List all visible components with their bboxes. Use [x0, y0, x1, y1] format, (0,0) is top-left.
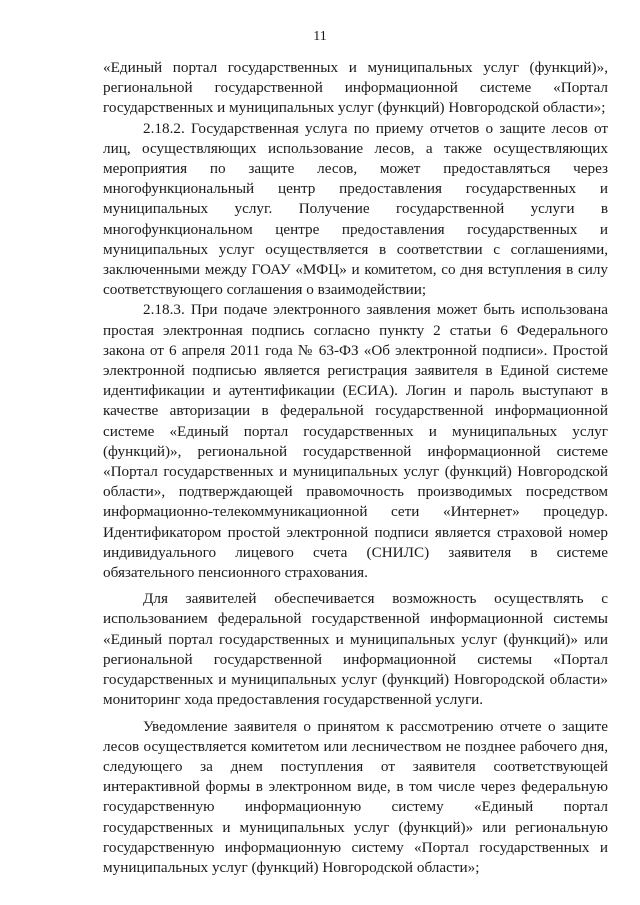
paragraph-2-18-3: 2.18.3. При подаче электронного заявления может быть использована простая электронная подпись согласно пункту 2 статьи 6 Федерального закона от 6 апреля 2011 года № 63-ФЗ «Об электронной подписи». Простой электронной подписью является регистрация заявителя в Единой системе идентификации и аутентификации (ЕСИА). Логин и пароль выступают в качестве авторизации в федеральной государственной информационной системе «Единый портал государственных и муниципальных услуг (функций)», региональной государственной информационной системе «Портал государственных и муниципальных услуг (функций) Новгородской области», подтверждающей правомочность производимых посредством информационно-телекоммуникационной сети «Интернет» процедур. Идентификатором простой электронной подписи является страховой номер индивидуального лицевого счета (СНИЛС) заявителя в системе обязательного пенсионного страхования. [103, 301, 608, 582]
paragraph-portal-continuation: «Единый портал государственных и муниципальных услуг (функций)», региональной государственной информационной системе «Портал государственных и муниципальных услуг (функций) Новгородской области»; [103, 59, 608, 117]
document-body [103, 58, 608, 878]
paragraph-monitoring: Для заявителей обеспечивается возможность осуществлять с использованием федеральной государственной информационной системы «Единый портал государственных и муниципальных услуг (функций)» или региональной государственной информационной системы «Портал государственных и муниципальных услуг (функций) Новгородской области» мониторинг хода предоставления государственной услуги. [103, 590, 608, 709]
paragraph-notification: Уведомление заявителя о принятом к рассмотрению отчете о защите лесов осуществляется комитетом или лесничеством не позднее рабочего дня, следующего за днем поступления от заявителя соответствующей интерактивной формы в электронном виде, в том числе через федеральную государственную информационную систему «Единый портал государственных и муниципальных услуг (функций)» или региональную государственную информационную систему «Портал государственных и муниципальных услуг (функций) Новгородской области»; [103, 717, 608, 876]
page-number: 11 [313, 29, 327, 44]
paragraph-2-18-2: 2.18.2. Государственная услуга по приему отчетов о защите лесов от лиц, осуществляющих использование лесов, а также осуществляющих мероприятия по защите лесов, может предоставляться через многофункциональный центр предоставления государственных и муниципальных услуг. Получение государственной услуги в многофункциональном центре предоставления государственных и муниципальных услуг осуществляется в соответствии с соглашениями, заключенными между ГОАУ «МФЦ» и комитетом, со дня вступления в силу соответствующего соглашения о взаимодействии; [103, 119, 608, 299]
